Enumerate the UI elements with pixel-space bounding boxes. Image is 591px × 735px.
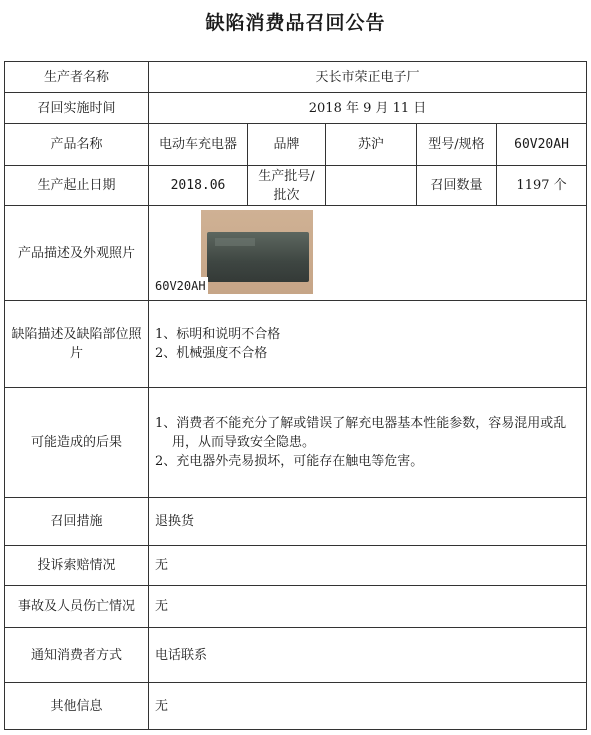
row-description [5,206,587,301]
recall-date-label: 召回实施时间 [5,93,149,124]
row-other [5,683,587,730]
row-defect [5,301,587,388]
product-name-label: 产品名称 [5,124,149,166]
quantity-value: 1197 个 [497,166,587,206]
photo-caption: 60V20AH [155,277,208,296]
brand-value: 苏沪 [326,124,417,166]
measures-value: 退换货 [149,498,587,546]
consequence-item: 2、充电器外壳易损坏，可能存在触电等危害。 [155,454,424,469]
row-manufacturer [5,62,587,93]
description-cell [149,206,587,301]
defect-item: 2、机械强度不合格 [155,346,268,361]
product-name-value: 电动车充电器 [149,124,248,166]
model-label: 型号/规格 [417,124,497,166]
other-label: 其他信息 [5,683,149,730]
batch-value [326,166,417,206]
charger-image [207,232,309,282]
consequences-list [149,388,587,498]
consequence-item: 1、消费者不能充分了解或错误了解充电器基本性能参数，容易混用或乱用，从而导致安全隐患。 [155,416,567,450]
production-date-value: 2018.06 [149,166,248,206]
other-value: 无 [149,683,587,730]
row-production [5,166,587,206]
recall-table [4,61,587,730]
complaints-value: 无 [149,546,587,586]
product-photo [201,210,313,294]
model-value: 60V20AH [497,124,587,166]
defect-list [149,301,587,388]
row-product [5,124,587,166]
notify-label: 通知消费者方式 [5,628,149,683]
manufacturer-label: 生产者名称 [5,62,149,93]
quantity-label: 召回数量 [417,166,497,206]
defect-label: 缺陷描述及缺陷部位照片 [5,301,149,388]
row-consequences [5,388,587,498]
row-recall-date [5,93,587,124]
row-notify [5,628,587,683]
batch-label: 生产批号/批次 [248,166,326,206]
defect-item: 1、标明和说明不合格 [155,327,281,342]
consequences-label: 可能造成的后果 [5,388,149,498]
page-title: 缺陷消费品召回公告 [205,12,386,34]
accidents-label: 事故及人员伤亡情况 [5,586,149,628]
row-measures [5,498,587,546]
brand-label: 品牌 [248,124,326,166]
row-complaints [5,546,587,586]
description-label: 产品描述及外观照片 [5,206,149,301]
manufacturer-value: 天长市荣正电子厂 [149,62,587,93]
production-date-label: 生产起止日期 [5,166,149,206]
measures-label: 召回措施 [5,498,149,546]
notify-value: 电话联系 [149,628,587,683]
accidents-value: 无 [149,586,587,628]
complaints-label: 投诉索赔情况 [5,546,149,586]
recall-date-value: 2018 年 9 月 11 日 [149,93,587,124]
row-accidents [5,586,587,628]
